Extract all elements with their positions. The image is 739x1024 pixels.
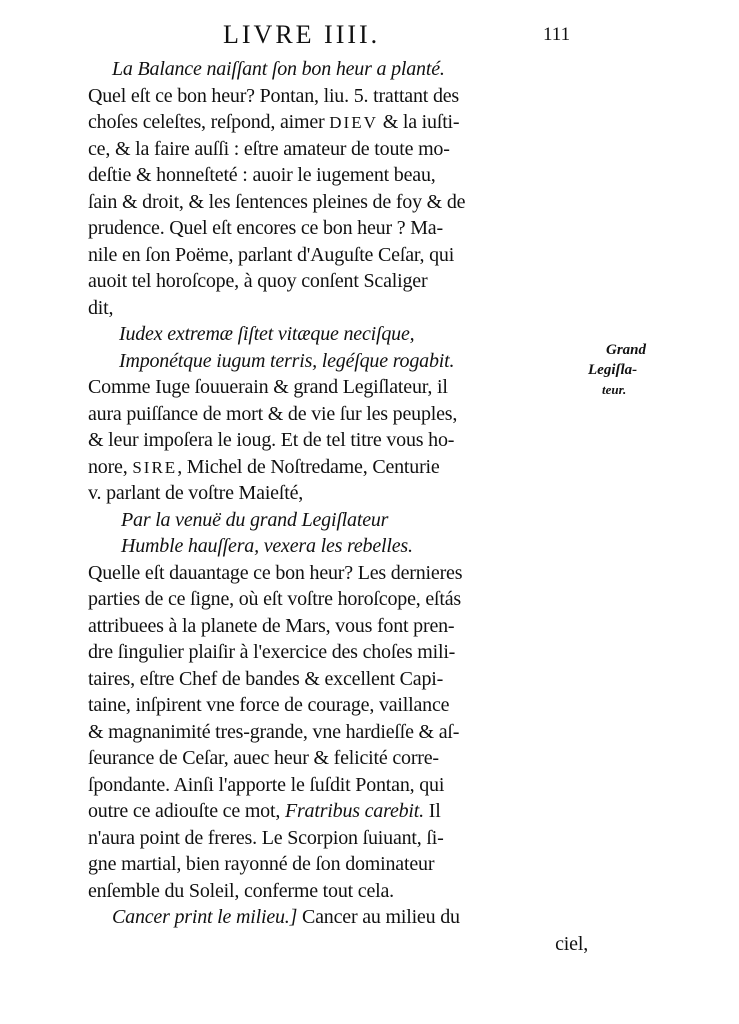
text-segment: n'aura point de freres. Le Scorpion ſuiuant, ſi- (88, 826, 444, 849)
italic-text: Humble hauſſera, vexera les rebelles. (121, 535, 413, 557)
text-line (88, 109, 588, 136)
margin-note-line: teur. (602, 382, 627, 397)
text-segment: Quel eſt ce bon heur? Pontan, liu. 5. trattant des (88, 84, 460, 107)
text-segment: choſes celeſtes, reſpond, aimer (88, 111, 330, 133)
text-segment: parties de ce ſigne, où eſt voſtre horoſcope, eſtás (88, 588, 461, 610)
text-segment: nore, (88, 455, 133, 478)
text-line (88, 507, 588, 534)
text-segment: ciel, (555, 932, 588, 955)
small-caps-text: DIEV (329, 113, 378, 132)
text-segment: nile en ſon Poëme, parlant d'Auguſte Ceſar, qui (88, 243, 455, 266)
text-line (88, 321, 588, 348)
text-segment: aura puiſſance de mort & de vie ſur les peuples, (88, 402, 458, 425)
text-line (88, 401, 588, 428)
italic-text: Iudex extremæ ſiſtet vitæque neciſque, (119, 323, 415, 345)
text-line (88, 454, 588, 481)
margin-note-line: Grand (606, 342, 647, 358)
text-line (88, 480, 588, 507)
text-segment: deſtie & honneſteté : auoir le iugement beau, (88, 164, 436, 186)
text-line (88, 851, 588, 878)
text-segment: outre ce adiouſte ce mot, (88, 800, 285, 822)
text-line (88, 613, 588, 640)
text-segment: ſain & droit, & les ſentences pleines de foy & de (88, 190, 466, 213)
text-line (88, 639, 588, 666)
text-segment: taine, inſpirent vne force de courage, vaillance (88, 694, 450, 716)
text-segment: taires, eſtre Chef de bandes & excellent Capi- (88, 667, 444, 690)
margin-note (588, 340, 738, 400)
text-line (88, 189, 588, 216)
page-header (0, 20, 739, 52)
body-text (88, 56, 588, 957)
running-head: LIVRE IIII. (223, 20, 381, 49)
text-line (88, 374, 588, 401)
text-segment: enſemble du Soleil, conferme tout cela. (88, 879, 394, 902)
text-line (88, 904, 588, 931)
text-line (88, 692, 588, 719)
margin-note-line: Legiſla- (588, 362, 638, 378)
italic-text: Imponétque iugum terris, legéſque rogabit. (119, 349, 455, 372)
text-line (88, 533, 588, 560)
text-line (88, 162, 588, 189)
text-segment: Quelle eſt dauantage ce bon heur? Les dernieres (88, 561, 463, 584)
text-line (88, 268, 588, 295)
page-number: 111 (543, 24, 571, 45)
text-segment: Comme Iuge ſouuerain & grand Legiſlateur, il (88, 376, 448, 398)
text-segment: & la iuſti- (377, 111, 460, 133)
italic-text: Par la venuë du grand Legiſlateur (121, 508, 389, 531)
text-line (88, 348, 588, 375)
text-segment: auoit tel horoſcope, à quoy conſent Scaliger (88, 270, 428, 292)
text-segment: , Michel de Noſtredame, Centurie (177, 455, 440, 478)
italic-text: Fratribus carebit. (284, 800, 424, 822)
text-segment: Il (423, 800, 441, 822)
text-line (88, 242, 588, 269)
text-line (88, 136, 588, 163)
text-segment: prudence. Quel eſt encores ce bon heur ? Ma- (88, 217, 443, 239)
text-segment: & magnanimité tres-grande, vne hardieſſe & aſ- (88, 720, 460, 743)
text-line (88, 427, 588, 454)
text-segment: gne martial, bien rayonné de ſon dominateur (88, 853, 435, 875)
text-line (88, 798, 588, 825)
text-segment: attribuees à la planete de Mars, vous font pren- (88, 614, 455, 637)
text-line (88, 666, 588, 693)
text-segment: v. parlant de voſtre Maieſté, (88, 482, 304, 504)
text-line (88, 215, 588, 242)
text-segment: ce, & la faire auſſi : eſtre amateur de toute mo- (88, 137, 450, 160)
text-line (88, 586, 588, 613)
text-line (88, 83, 588, 110)
text-line (88, 295, 588, 322)
text-line (88, 878, 588, 905)
text-line (88, 772, 588, 799)
text-segment: Cancer au milieu du (297, 906, 460, 928)
text-segment: & leur impoſera le ioug. Et de tel titre vous ho- (88, 429, 455, 451)
text-line (88, 931, 588, 958)
text-line (88, 745, 588, 772)
text-line (88, 56, 588, 83)
text-segment: dre ſingulier plaiſir à l'exercice des choſes mili- (88, 641, 456, 663)
italic-text: Cancer print le milieu.] (112, 906, 298, 928)
text-segment: ſeurance de Ceſar, auec heur & felicité corre- (88, 747, 439, 769)
text-segment: ſpondante. Ainſi l'apporte le ſuſdit Pontan, qui (88, 773, 445, 796)
text-line (88, 825, 588, 852)
small-caps-text: SIRE (132, 457, 178, 477)
text-segment: dit, (88, 296, 114, 319)
italic-text: La Balance naiſſant ſon bon heur a planté. (112, 58, 445, 80)
text-line (88, 719, 588, 746)
text-line (88, 560, 588, 587)
